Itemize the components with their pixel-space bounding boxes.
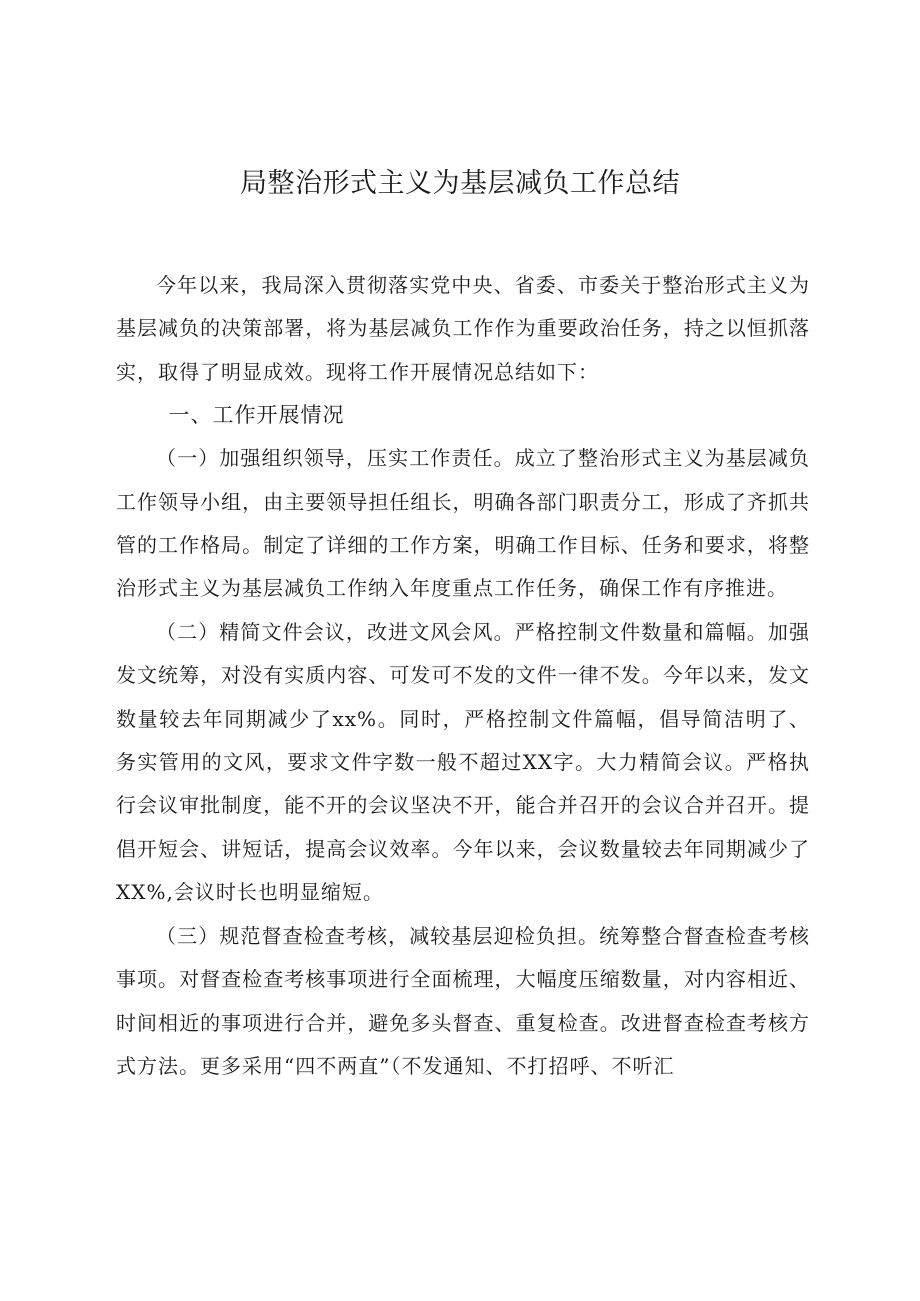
section-heading-work-progress: 一、工作开展情况 xyxy=(168,403,345,428)
document-body xyxy=(116,264,810,1088)
paragraph-organization-leadership: （一）加强组织领导，压实工作责任。成立了整治形式主义为基层减负工作领导小组，由主要领导担任组长，明确各部门职责分工，形成了齐抓共管的工作格局。制定了详细的工作方案，明确工作目标、任务和要求，将整治形式主义为基层减负工作纳入年度重点工作任务，确保工作有序推进。 xyxy=(116,446,810,601)
paragraph-streamline-documents-meetings: （二）精简文件会议，改进文风会风。严格控制文件数量和篇幅。加强发文统筹，对没有实质内容、可发可不发的文件一律不发。今年以来，发文数量较去年同期减少了xx%。同时，严格控制文件篇幅，倡导简洁明了、务实管用的文风，要求文件字数一般不超过XX字。大力精简会议。严格执行会议审批制度，能不开的会议坚决不开，能合并召开的会议合并召开。提倡开短会、讲短话，提高会议效率。今年以来，会议数量较去年同期减少了XX%,会议时长也明显缩短。 xyxy=(116,619,810,905)
intro-paragraph: 今年以来，我局深入贯彻落实党中央、省委、市委关于整治形式主义为基层减负的决策部署，将为基层减负工作作为重要政治任务，持之以恒抓落实，取得了明显成效。现将工作开展情况总结如下： xyxy=(116,273,810,384)
paragraph-inspection-assessment: （三）规范督查检查考核，减较基层迎检负担。统筹整合督查检查考核事项。对督查检查考核事项进行全面梳理，大幅度压缩数量，对内容相近、时间相近的事项进行合并，避免多头督查、重复检查。改进督查检查考核方式方法。更多采用“四不两直”（不发通知、不打招呼、不听汇 xyxy=(116,923,810,1078)
document-title: 局整治形式主义为基层减负工作总结 xyxy=(240,168,680,199)
